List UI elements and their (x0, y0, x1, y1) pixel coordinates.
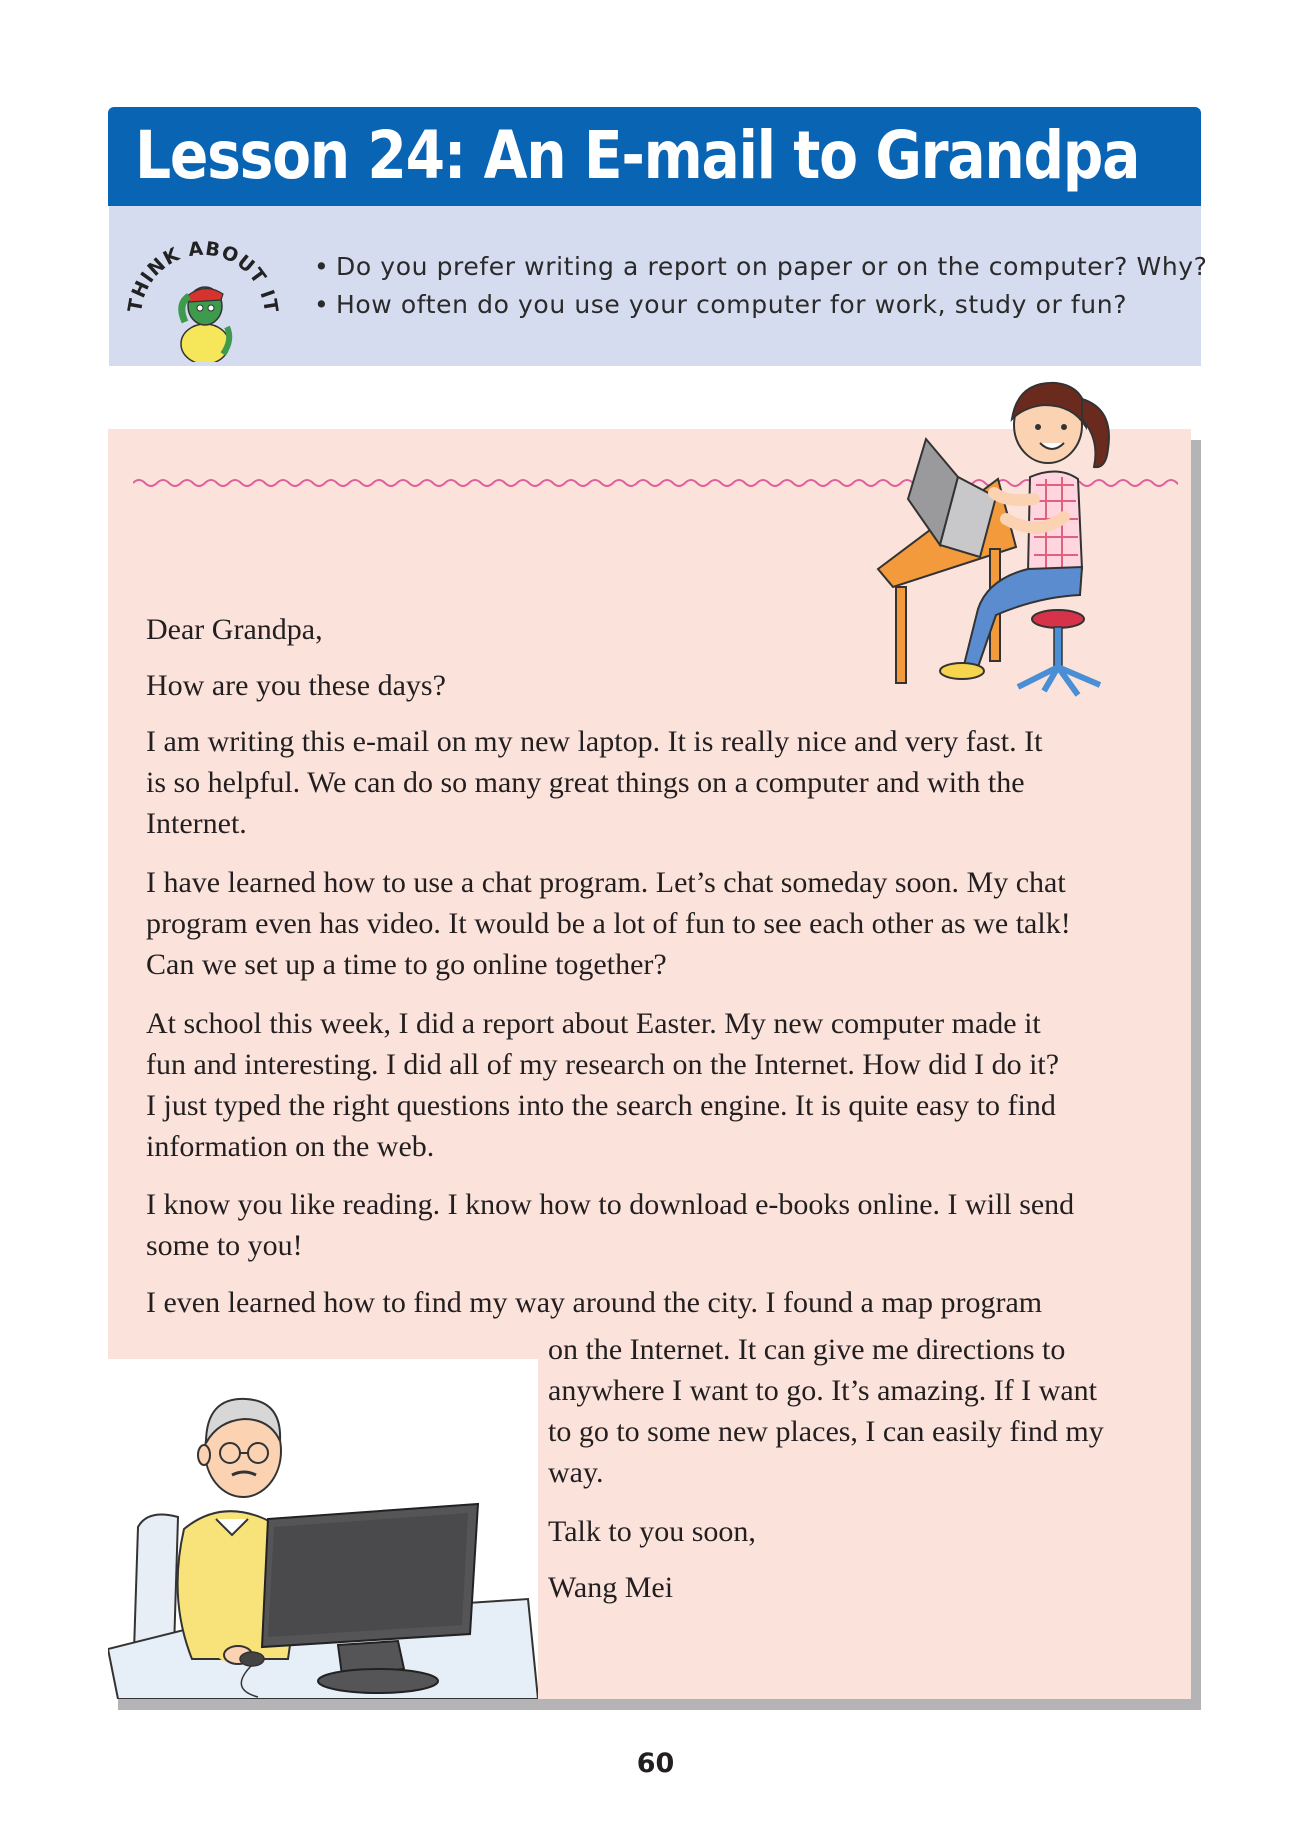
letter-paragraph: on the Internet. It can give me directions to anywhere I want to go. It’s amazing. If I want to go to some new places, I can easily find my way. (548, 1333, 1104, 1489)
letter-card (108, 429, 1191, 1699)
letter-closing: Talk to you soon, (548, 1515, 756, 1548)
letter-signature: Wang Mei (548, 1571, 674, 1604)
girl-with-laptop-image (868, 369, 1138, 709)
letter-paragraph: I have learned how to use a chat program. Let’s chat someday soon. My chat program even has video. It would be a lot of fun to see each other as we talk! Can we set up a time to go online together? (146, 866, 1071, 981)
page-number: 60 (636, 1748, 675, 1779)
think-about-it-icon (119, 222, 289, 362)
letter-paragraph: At school this week, I did a report about Easter. My new computer made it fun and interesting. I did all of my research on the Internet. How did I do it? I just typed the right questions into the search engine. It is quite easy to find information on the web. (146, 1007, 1060, 1163)
think-about-it-panel (109, 206, 1208, 366)
lesson-header (108, 107, 1201, 206)
emblem-text: THINK ABOUT IT (123, 237, 283, 315)
letter-greeting: How are you these days? (146, 669, 446, 702)
letter-paragraph: I know you like reading. I know how to download e-books online. I will send some to you! (146, 1188, 1075, 1262)
question-item: • Do you prefer writing a report on paper or on the computer? Why? (314, 252, 1208, 281)
think-questions (314, 248, 1208, 324)
grandpa-with-computer-image (108, 1359, 538, 1699)
lesson-title: Lesson 24: An E-mail to Grandpa (135, 117, 1140, 194)
letter-paragraph: I even learned how to find my way around the city. I found a map program (146, 1286, 1043, 1319)
letter-paragraph: I am writing this e-mail on my new laptop. It is really nice and very fast. It is so helpful. We can do so many great things on a computer and with the Internet. (146, 725, 1043, 840)
letter-salutation: Dear Grandpa, (146, 613, 323, 646)
question-item: • How often do you use your computer for work, study or fun? (314, 290, 1128, 319)
